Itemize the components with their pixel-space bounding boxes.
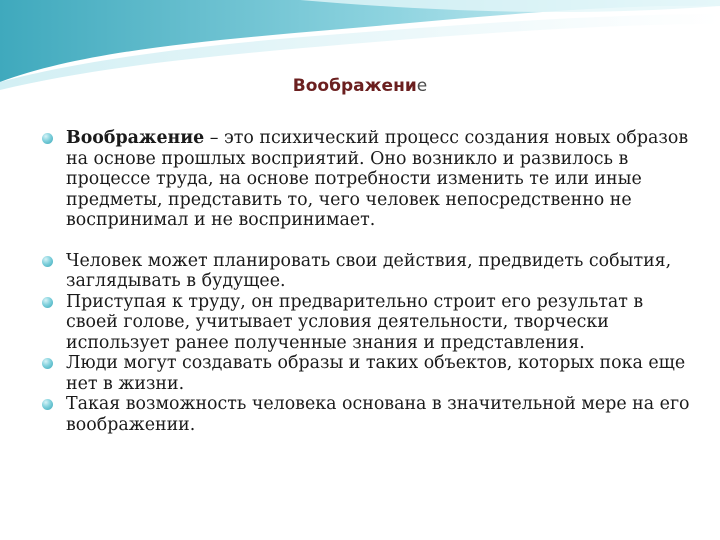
slide-title-tail: е: [416, 76, 428, 96]
list-item-text: Люди могут создавать образы и таких объектов, которых пока еще нет в жизни.: [66, 353, 686, 394]
bullet-dot-icon: [42, 256, 53, 267]
list-item: [40, 394, 690, 435]
bullet-dot-icon: [42, 297, 53, 308]
definition-text: – это психический процесс создания новых образов на основе прошлых восприятий. Оно возникло и развилось в процессе труда, на основе потребности изменить те или иные предметы, представить то, чего человек непосредственно не воспринимал и не воспринимает.: [66, 128, 689, 230]
list-item-text: Приступая к труду, он предварительно строит его результат в своей голове, учитывает условия деятельности, творчески использует ранее полученные знания и представления.: [66, 291, 644, 353]
bullet-list: [40, 128, 690, 435]
slide-title-main: Воображени: [292, 76, 417, 96]
list-item-text: Такая возможность человека основана в значительной мере на его воображении.: [66, 394, 690, 435]
bullet-dot-icon: [42, 358, 53, 369]
list-item: [40, 353, 690, 394]
bullet-dot-icon: [42, 399, 53, 410]
slide-title: [0, 76, 720, 96]
slide-content: [40, 128, 690, 435]
list-item: [40, 251, 690, 292]
definition-term: Воображение: [66, 128, 205, 148]
list-item-text: Человек может планировать свои действия, предвидеть события, заглядывать в будущее.: [66, 250, 672, 291]
list-item: [40, 128, 690, 231]
bullet-dot-icon: [42, 133, 53, 144]
list-item: [40, 292, 690, 354]
